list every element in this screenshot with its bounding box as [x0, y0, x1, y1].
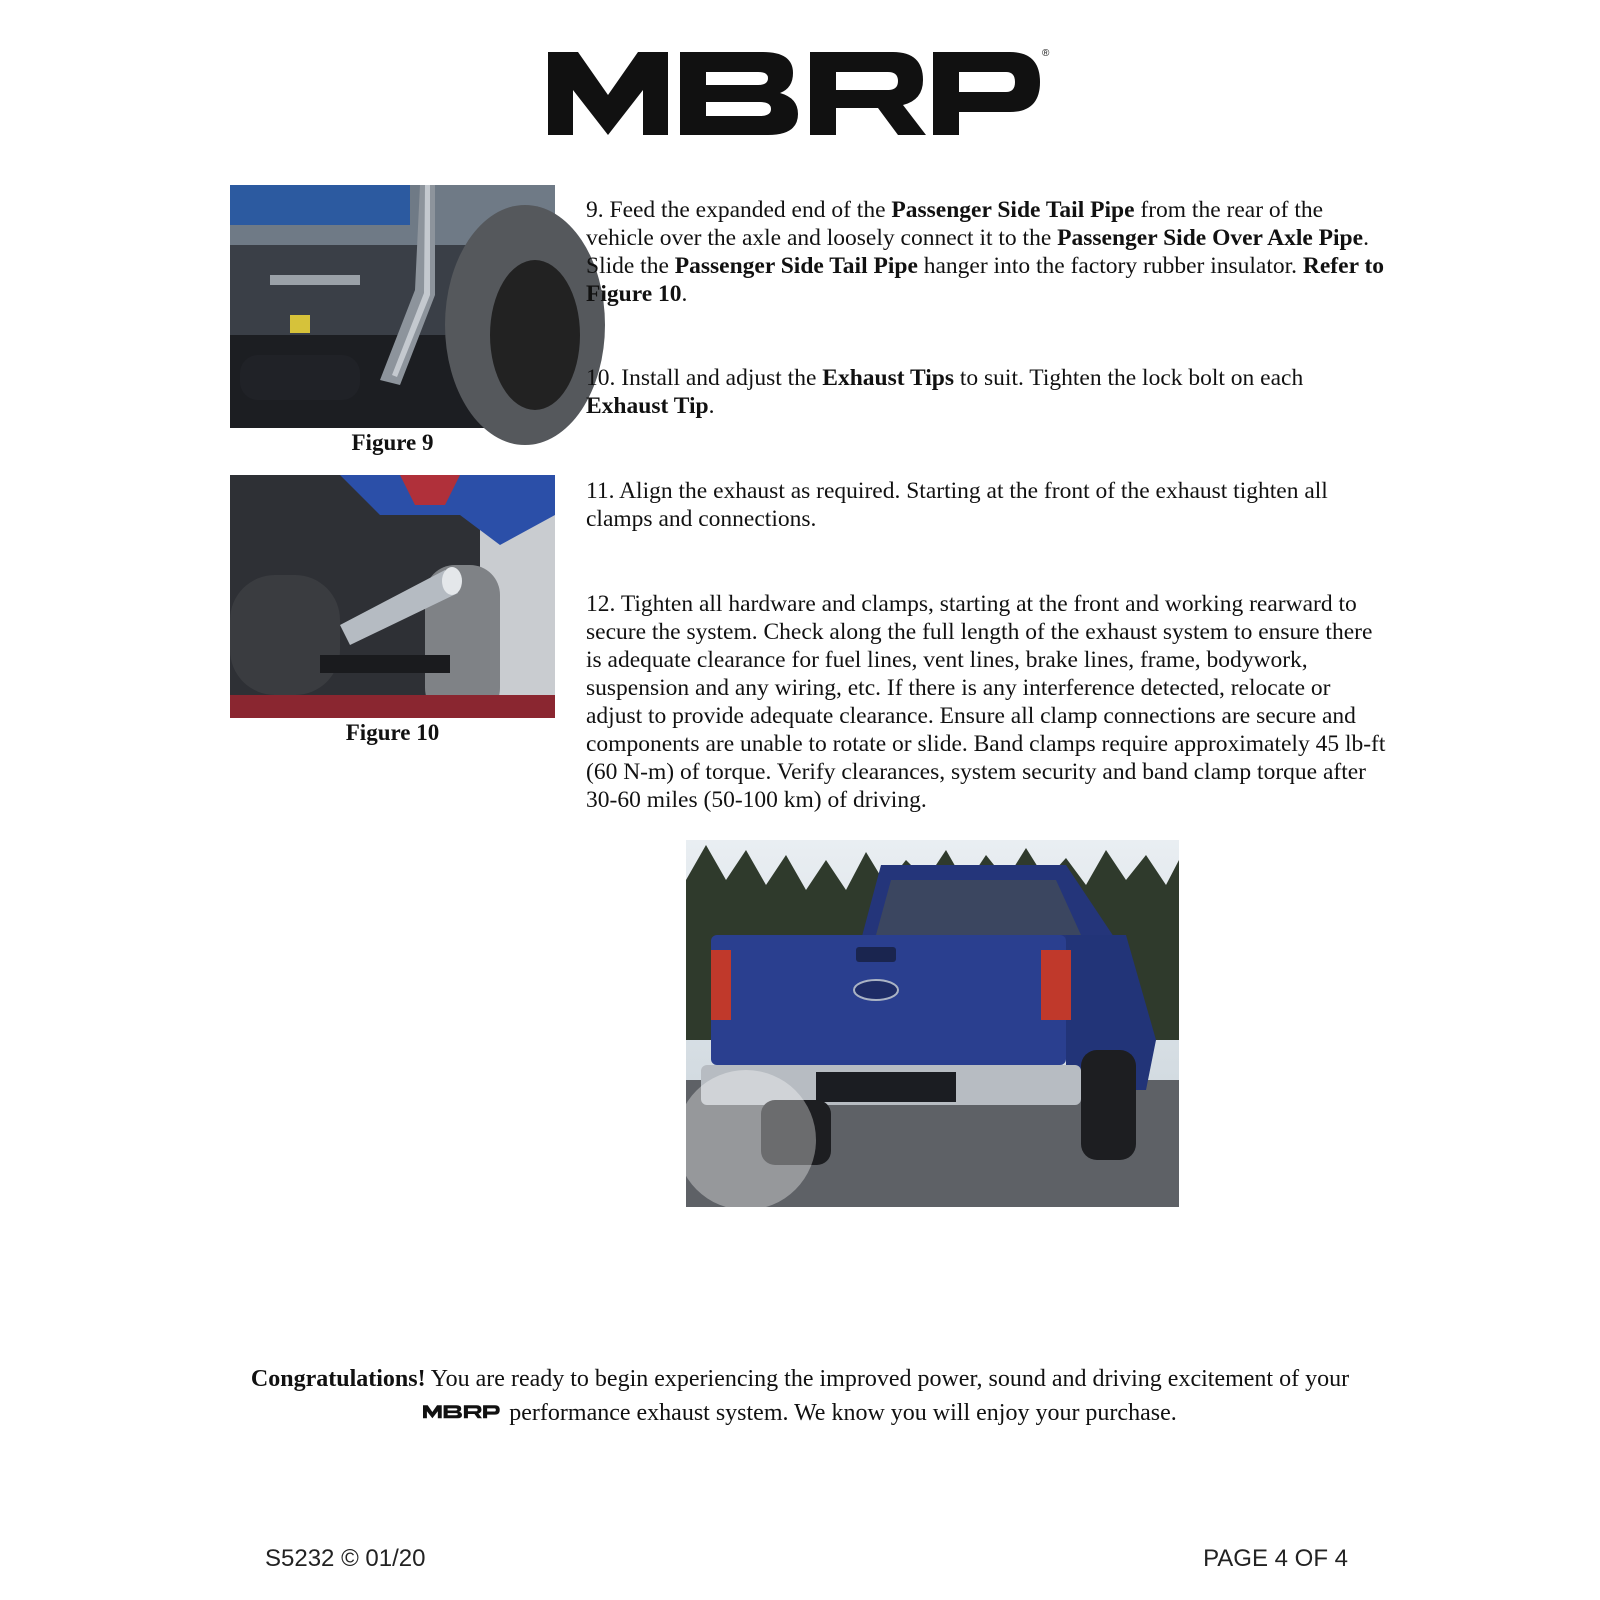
figure-10-photo [230, 475, 555, 718]
congrats-line-2 [200, 1396, 1400, 1431]
brand-logo [548, 40, 1048, 150]
step-text: 11. Align the exhaust as required. Starting at the front of the exhaust tighten all clamps and connections. [586, 478, 1328, 532]
congrats-text: performance exhaust system. We know you will enjoy your purchase. [509, 1400, 1177, 1426]
step-text: 12. Tighten all hardware and clamps, starting at the front and working rearward to secure the system. Check along the full length of the exhaust system to ensure there is adequate clearance for fuel lines, vent lines, brake lines, frame, bodywork, suspension and any wiring, etc. If there is any interference detected, relocate or adjust to provide adequate clearance. Ensure all clamp connections are secure and components are unable to rotate or slide. Band clamps require approximately 45 lb-ft (60 N-m) of torque. Verify clearances, system security and band clamp torque after 30-60 miles (50-100 km) of driving. [586, 591, 1386, 813]
truck-rear-photo [686, 840, 1179, 1207]
congrats-bold: Congratulations! [250, 1366, 426, 1392]
step-text: . [708, 393, 715, 419]
step-emphasis: Exhaust Tip [586, 393, 709, 419]
congrats-text: You are ready to begin experiencing the improved power, sound and driving excitement of your [425, 1366, 1350, 1392]
step-text: from the rear of the vehicle over the axle and loosely connect it to the [586, 197, 1324, 251]
figure-10-caption: Figure 10 [345, 720, 440, 745]
document-code: S5232 © 01/20 [265, 1545, 426, 1572]
inline-brand-logo [423, 1397, 501, 1431]
step-emphasis: Passenger Side Tail Pipe [891, 197, 1135, 223]
step-emphasis: Passenger Side Tail Pipe [674, 253, 918, 279]
step-9 [586, 196, 1386, 308]
step-10 [586, 364, 1386, 420]
figure-9-caption: Figure 9 [351, 430, 434, 455]
step-text: to suit. Tighten the lock bolt on each [954, 365, 1304, 391]
congratulations-message [200, 1362, 1400, 1431]
step-text: . Slide the [586, 225, 1369, 279]
step-11 [586, 477, 1386, 533]
registered-mark: ® [1042, 48, 1050, 59]
step-emphasis: Passenger Side Over Axle Pipe [1057, 225, 1364, 251]
step-text: . [681, 281, 688, 307]
congrats-line-1 [200, 1362, 1400, 1396]
step-emphasis: Exhaust Tips [822, 365, 954, 391]
figure-9-photo [230, 185, 555, 428]
page-number: PAGE 4 OF 4 [1203, 1545, 1348, 1572]
step-text: hanger into the factory rubber insulator. [917, 253, 1303, 279]
step-12 [586, 590, 1386, 814]
step-text: 10. Install and adjust the [586, 365, 823, 391]
step-emphasis: Refer to Figure 10 [586, 253, 1385, 307]
step-text: 9. Feed the expanded end of the [586, 197, 892, 223]
